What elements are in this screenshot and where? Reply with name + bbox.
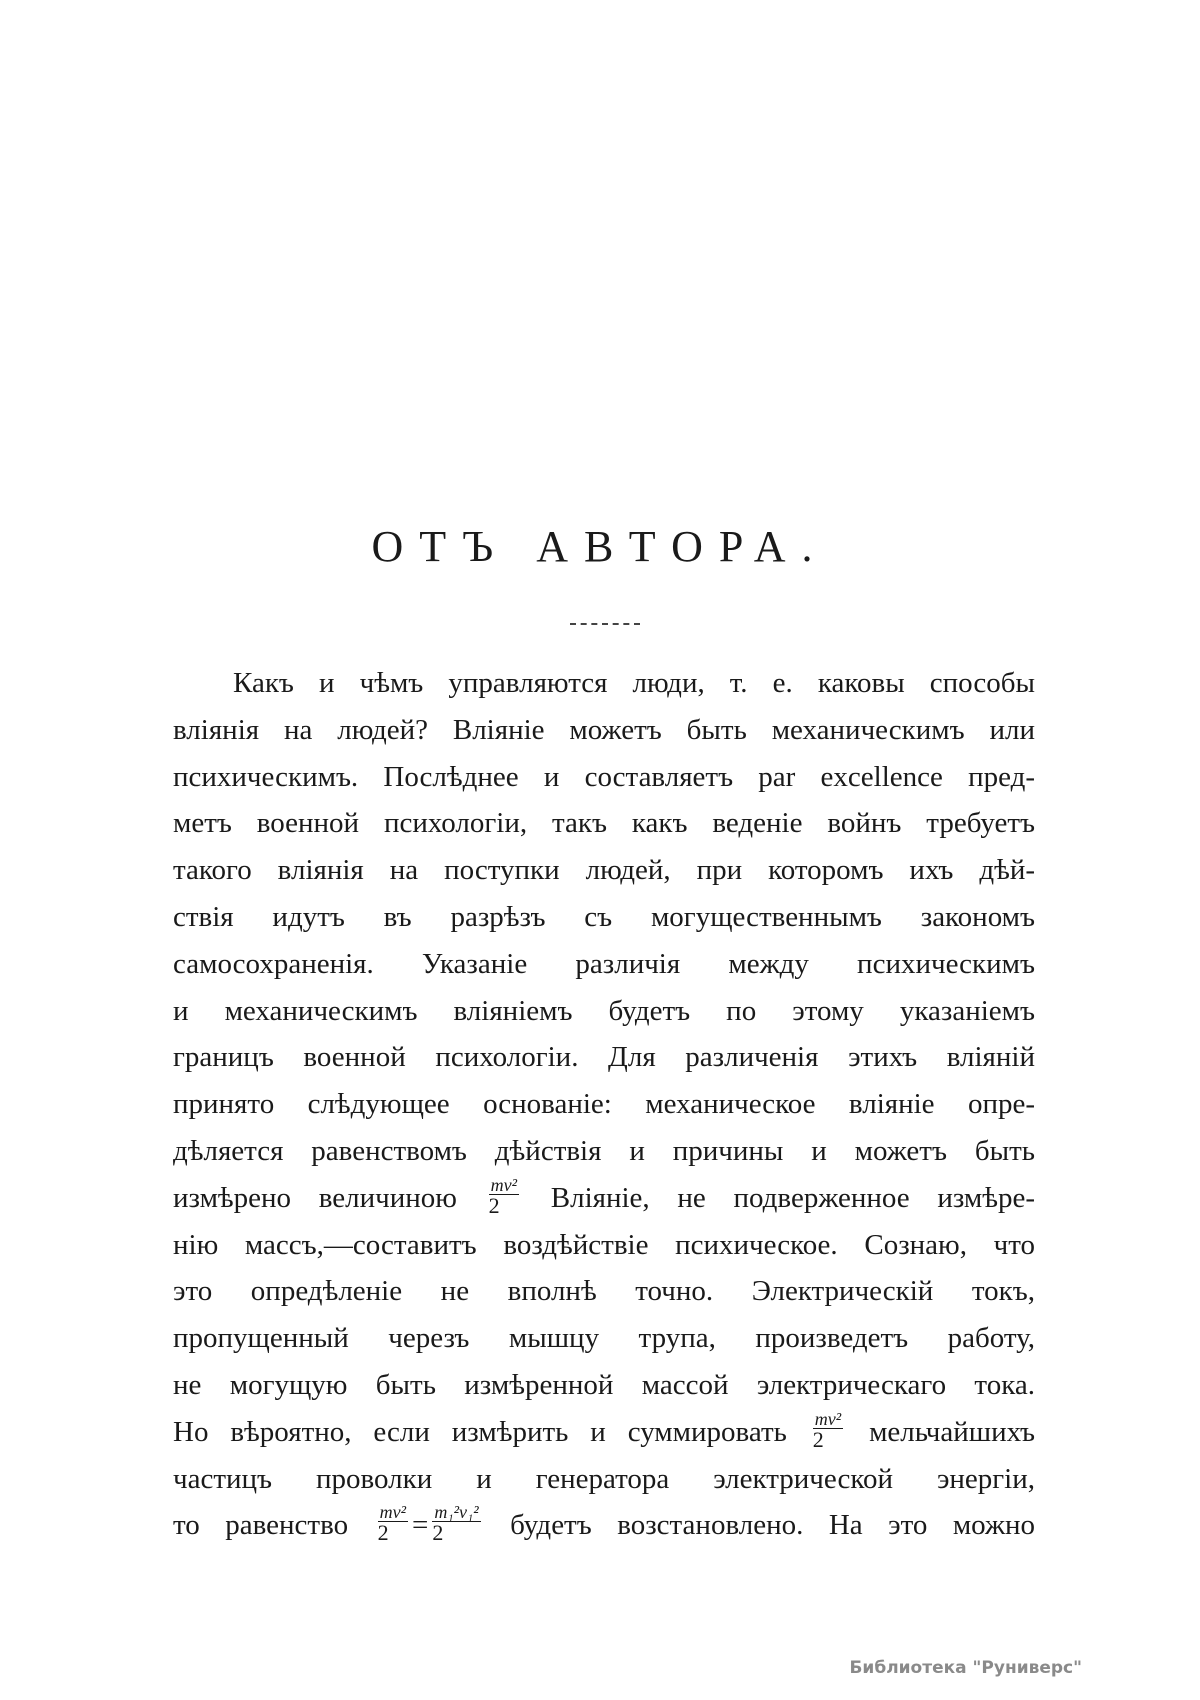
- text-line: принято слѣдующее основаніе: механическое вліяніе опре-: [173, 1088, 1035, 1121]
- text-line: вліянія на людей? Вліяніе можетъ быть механическимъ или: [173, 713, 1035, 746]
- text-line: психическимъ. Послѣднее и составляетъ par excellence пред-: [173, 760, 1035, 793]
- text-line: метъ военной психологіи, такъ какъ веденіе войнъ требуетъ: [173, 807, 1035, 840]
- formula-kinetic-energy: [489, 1176, 519, 1217]
- text-line: пропущенный черезъ мышцу трупа, произведетъ работу,: [173, 1322, 1035, 1355]
- body-paragraph: [173, 660, 1035, 1549]
- text-line-with-formula: [173, 1409, 1035, 1456]
- text-segment: Но вѣроятно, если измѣрить и суммировать: [173, 1415, 787, 1448]
- text-segment: Вліяніе, не подверженное измѣре-: [550, 1181, 1036, 1214]
- formula-denominator: 2: [488, 1192, 500, 1218]
- formula-denominator: 2: [812, 1426, 824, 1452]
- text-line: нію массъ,—составитъ воздѣйствіе психическое. Сознаю, что: [173, 1228, 1035, 1261]
- formula-kinetic-energy: [813, 1410, 843, 1451]
- text-line: ствія идутъ въ разрѣзъ съ могущественнымъ закономъ: [173, 900, 1035, 933]
- text-line: границъ военной психологіи. Для различенія этихъ вліяній: [173, 1041, 1035, 1074]
- text-line: [173, 660, 1035, 707]
- text-segment: измѣрено величиною: [173, 1181, 457, 1214]
- formula-kinetic-energy-prime: [432, 1503, 480, 1544]
- formula-numerator: m₁²v₁²: [434, 1502, 479, 1523]
- text-line-with-formula: [173, 1502, 1035, 1549]
- page-title: ОТЪ АВТОРА.: [371, 522, 829, 571]
- text-line: не могущую быть измѣренной массой электрическаго тока.: [173, 1368, 1035, 1401]
- text-line: дѣляется равенствомъ дѣйствія и причины и можетъ быть: [173, 1134, 1035, 1167]
- text-line: частицъ проволки и генератора электрической энергіи,: [173, 1462, 1035, 1495]
- formula-numerator: mv²: [379, 1502, 406, 1523]
- text-line: такого вліянія на поступки людей, при которомъ ихъ дѣй-: [173, 854, 1035, 887]
- formula-numerator: mv²: [490, 1174, 518, 1195]
- text-line-with-formula: [173, 1175, 1035, 1222]
- text-line: и механическимъ вліяніемъ будетъ по этому указаніемъ: [173, 994, 1035, 1027]
- equals-sign: =: [411, 1509, 429, 1542]
- text-segment: будетъ возстановлено. На это можно: [510, 1509, 1036, 1542]
- title-divider: [570, 623, 640, 625]
- text-line-content: Какъ и чѣмъ управляются люди, т. е. каковы способы: [233, 667, 1035, 699]
- text-segment: мельчайшихъ: [869, 1415, 1035, 1448]
- formula-kinetic-energy: [378, 1503, 408, 1544]
- text-line: самосохраненія. Указаніе различія между психическимъ: [173, 947, 1035, 980]
- library-watermark: Библиотека "Руниверс": [849, 1658, 1082, 1678]
- formula-numerator: mv²: [814, 1408, 842, 1429]
- formula-denominator: 2: [432, 1520, 444, 1546]
- text-segment: то равенство: [173, 1509, 349, 1542]
- text-line: это опредѣленіе не вполнѣ точно. Электрическій токъ,: [173, 1275, 1035, 1308]
- formula-denominator: 2: [377, 1520, 389, 1546]
